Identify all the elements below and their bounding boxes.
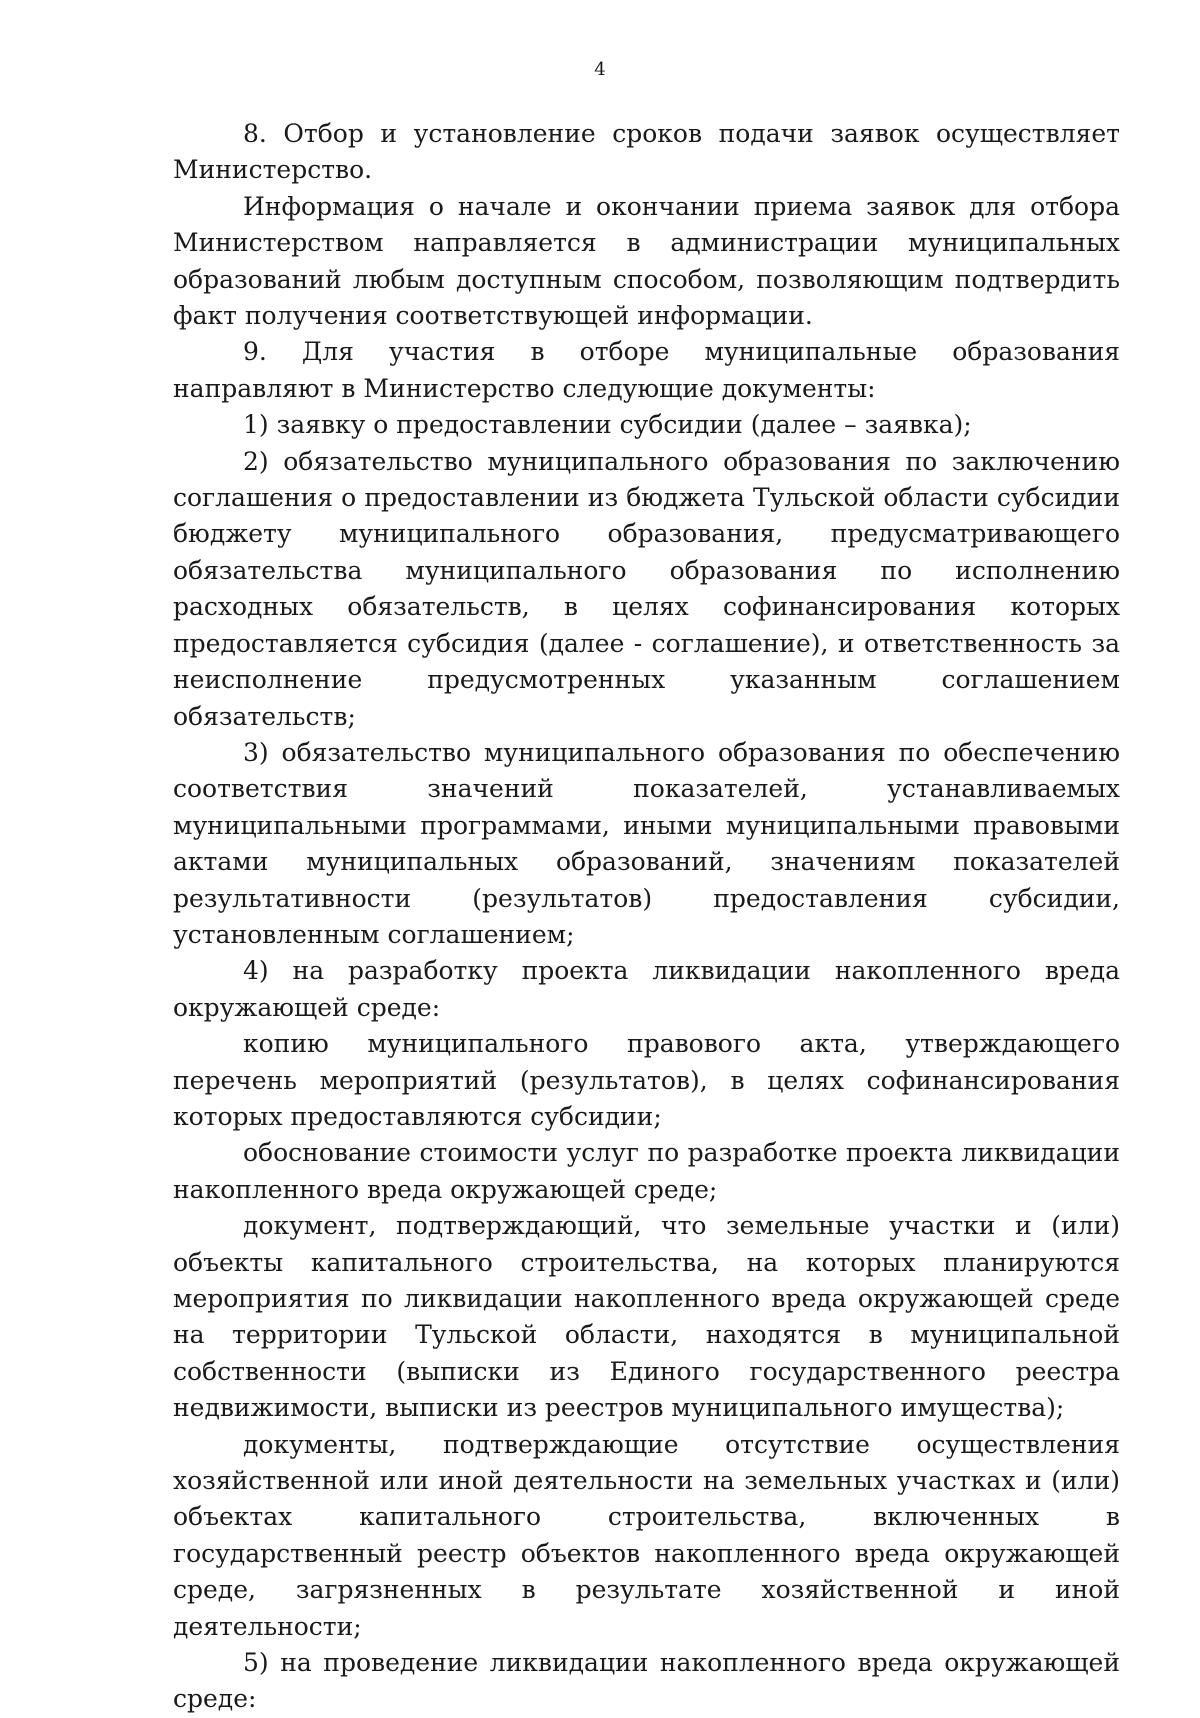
paragraph-item-9: 9. Для участия в отборе муниципальные образования направляют в Министерство следующие документы: [173, 337, 1120, 403]
list-item-3: 3) обязательство муниципального образования по обеспечению соответствия значений показателей, устанавливаемых муниципальными программами, иными муниципальными правовыми актами муниципальных образований, значениям показателей результативности (результатов) предоставления субсидии, установленным соглашением; [173, 737, 1120, 949]
list-item-4-doc-ownership: документ, подтверждающий, что земельные участки и (или) объекты капитального строительства, на которых планируются мероприятия по ликвидации накопленного вреда окружающей среде на территории Тульской области, находятся в муниципальной собственности (выписки из Единого государственного реестра недвижимости, выписки из реестров муниципального имущества); [173, 1211, 1120, 1423]
paragraph-item-8: 8. Отбор и установление сроков подачи заявок осуществляет Министерство. [173, 119, 1120, 185]
list-item-4-doc-no-activity: документы, подтверждающие отсутствие осуществления хозяйственной или иной деятельности на земельных участках и (или) объектах капитального строительства, включенных в государственный реестр объектов накопленного вреда окружающей среде, загрязненных в результате хозяйственной и иной деятельности; [173, 1429, 1120, 1641]
list-item-5: 5) на проведение ликвидации накопленного вреда окружающей среде: [173, 1648, 1120, 1714]
document-body [173, 116, 1120, 1718]
list-item-4: 4) на разработку проекта ликвидации накопленного вреда окружающей среде: [173, 956, 1120, 1022]
list-item-2: 2) обязательство муниципального образования по заключению соглашения о предоставлении из бюджета Тульской области субсидии бюджету муниципального образования, предусматривающего обязательства муниципального образования по исполнению расходных обязательств, в целях софинансирования которых предоставляется субсидия (далее - соглашение), и ответственность за неисполнение предусмотренных указанным соглашением обязательств; [173, 446, 1120, 731]
list-item-4-doc-cost: обоснование стоимости услуг по разработке проекта ликвидации накопленного вреда окружающей среде; [173, 1138, 1120, 1204]
page-number: 4 [594, 59, 606, 80]
paragraph-info-notice: Информация о начале и окончании приема заявок для отбора Министерством направляется в администрации муниципальных образований любым доступным способом, позволяющим подтвердить факт получения соответствующей информации. [173, 191, 1120, 331]
list-item-1: 1) заявку о предоставлении субсидии (далее – заявка); [243, 410, 972, 440]
list-item-4-doc-copy: копию муниципального правового акта, утверждающего перечень мероприятий (результатов), в целях софинансирования которых предоставляются субсидии; [173, 1029, 1120, 1131]
